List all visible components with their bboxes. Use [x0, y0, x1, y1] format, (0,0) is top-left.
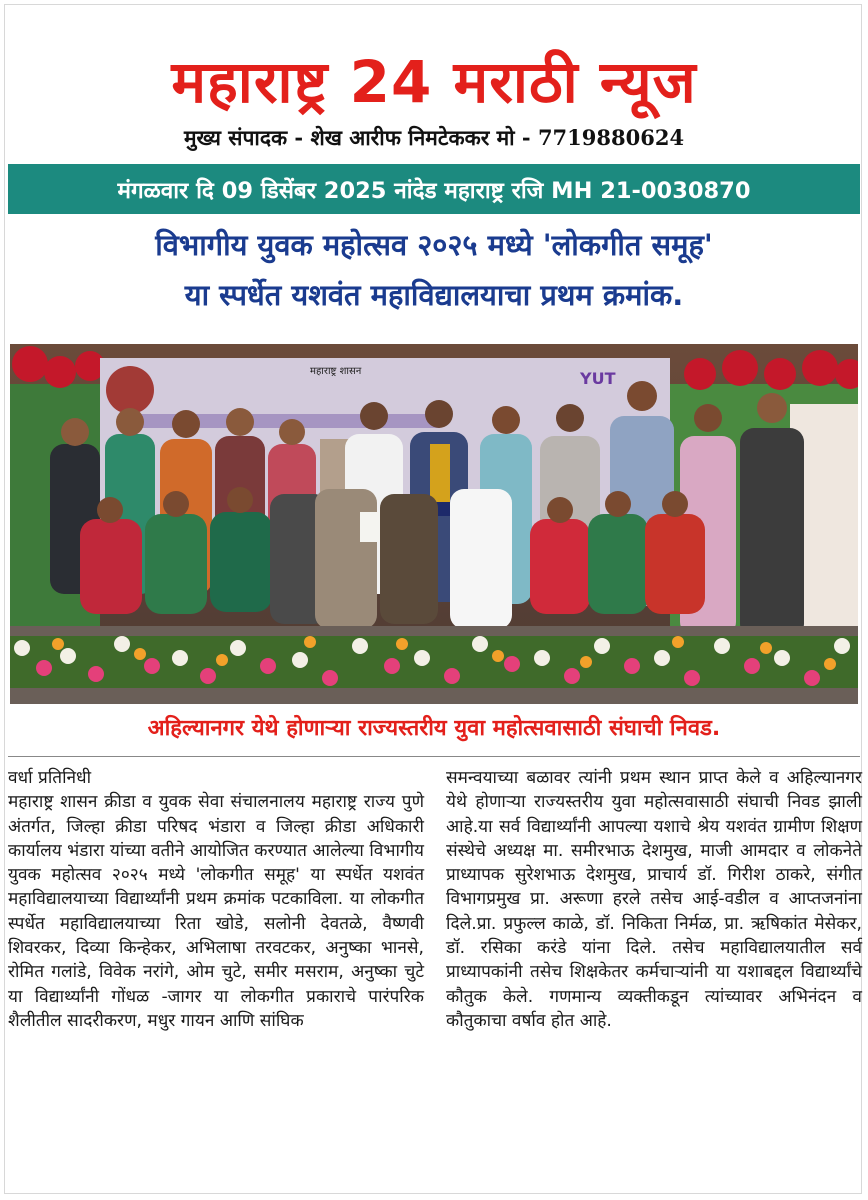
banner-right-text: YUT — [580, 369, 616, 388]
date-registration-band — [8, 164, 860, 214]
banner-text: महाराष्ट्र शासन — [310, 366, 362, 377]
group-photo — [10, 344, 858, 704]
article-column-right — [446, 766, 862, 1033]
headline-line-2: या स्पर्धेत यशवंत महाविद्यालयाचा प्रथम क्रमांक. — [184, 278, 684, 312]
article-headline — [0, 220, 868, 320]
group-photo-illustration — [10, 344, 858, 704]
article-body-right: समन्वयाच्या बळावर त्यांनी प्रथम स्थान प्राप्त केले व अहिल्यानगर येथे होणाऱ्या राज्यस्तरीय युवा महोत्सवासाठी संघाची निवड झाली आहे.या सर्व विद्यार्थ्यांनी आपल्या यशाचे श्रेय यशवंत ग्रामीण शिक्षण संस्थेचे अध्यक्ष मा. समीरभाऊ देशमुख, माजी आमदार व लोकनेते प्राध्यापक सुरेशभाऊ देशमुख, प्राचार्य डॉ. गिरीश ठाकरे, संगीत विभागप्रमुख प्रा. अरूणा हरले तसेच आई-वडील व आप्तजनांना दिले.प्रा. प्रफुल्ल काळे, डॉ. निकिता निर्मळ, प्रा. ऋषिकांत मेसेकर, डॉ. रसिका करंडे यांना दिले. तसेच महाविद्यालयातील सर्व प्राध्यापकांनी तसेच शिक्षकेतर कर्मचाऱ्यांनी या यशाबद्दल विद्यार्थ्यांचे कौतुक केले. गणमान्य व्यक्तीकडून त्यांच्यावर अभिनंदन व कौतुकाचा वर्षाव होत आहे. — [446, 768, 862, 1031]
date-band-text: मंगळवार दि 09 डिसेंबर 2025 नांदेड महाराष्ट्र रजि MH 21-0030870 — [117, 177, 751, 204]
article-body-left: महाराष्ट्र शासन क्रीडा व युवक सेवा संचालनालय महाराष्ट्र राज्य पुणे अंतर्गत, जिल्हा क्रीडा परिषद भंडारा व जिल्हा क्रीडा अधिकारी कार्यालय भंडारा यांच्या वतीने आयोजित करण्यात आलेल्या विभागीय युवक महोत्सव २०२५ मध्ये 'लोकगीत समूह' या स्पर्धेत यशवंत महाविद्यालयाच्या विद्यार्थ्यांनी प्रथम क्रमांक पटकाविला. या लोकगीत स्पर्धेत महाविद्यालयाच्या रिता खोडे, सलोनी देवतळे, वैष्णवी शिवरकर, दिव्या किन्हेकर, अभिलाषा तरवटकर, अनुष्का भानसे, रोमित गलांडे, विवेक नरांगे, ओम चुटे, समीर मसराम, अनुष्का चुटे या विद्यार्थ्यांनी गोंधळ -जागर या लोकगीत प्रकाराचे पारंपरिक शैलीतील सादरीकरण, मधुर गायन आणि सांघिक — [8, 792, 424, 1031]
article-subheadline: अहिल्यानगर येथे होणाऱ्या राज्यस्तरीय युवा महोत्सवासाठी संघाची निवड. — [147, 716, 721, 741]
newspaper-masthead: महाराष्ट्र 24 मराठी न्यूज — [171, 48, 697, 116]
article-column-left — [8, 766, 424, 1033]
headline-line-1: विभागीय युवक महोत्सव २०२५ मध्ये 'लोकगीत समूह' — [155, 228, 713, 262]
article-byline: वर्धा प्रतिनिधी — [8, 768, 92, 788]
editor-line: मुख्य संपादक - शेख आरीफ निमटेककर मो - 7719880624 — [183, 125, 685, 150]
divider-rule — [8, 756, 860, 757]
